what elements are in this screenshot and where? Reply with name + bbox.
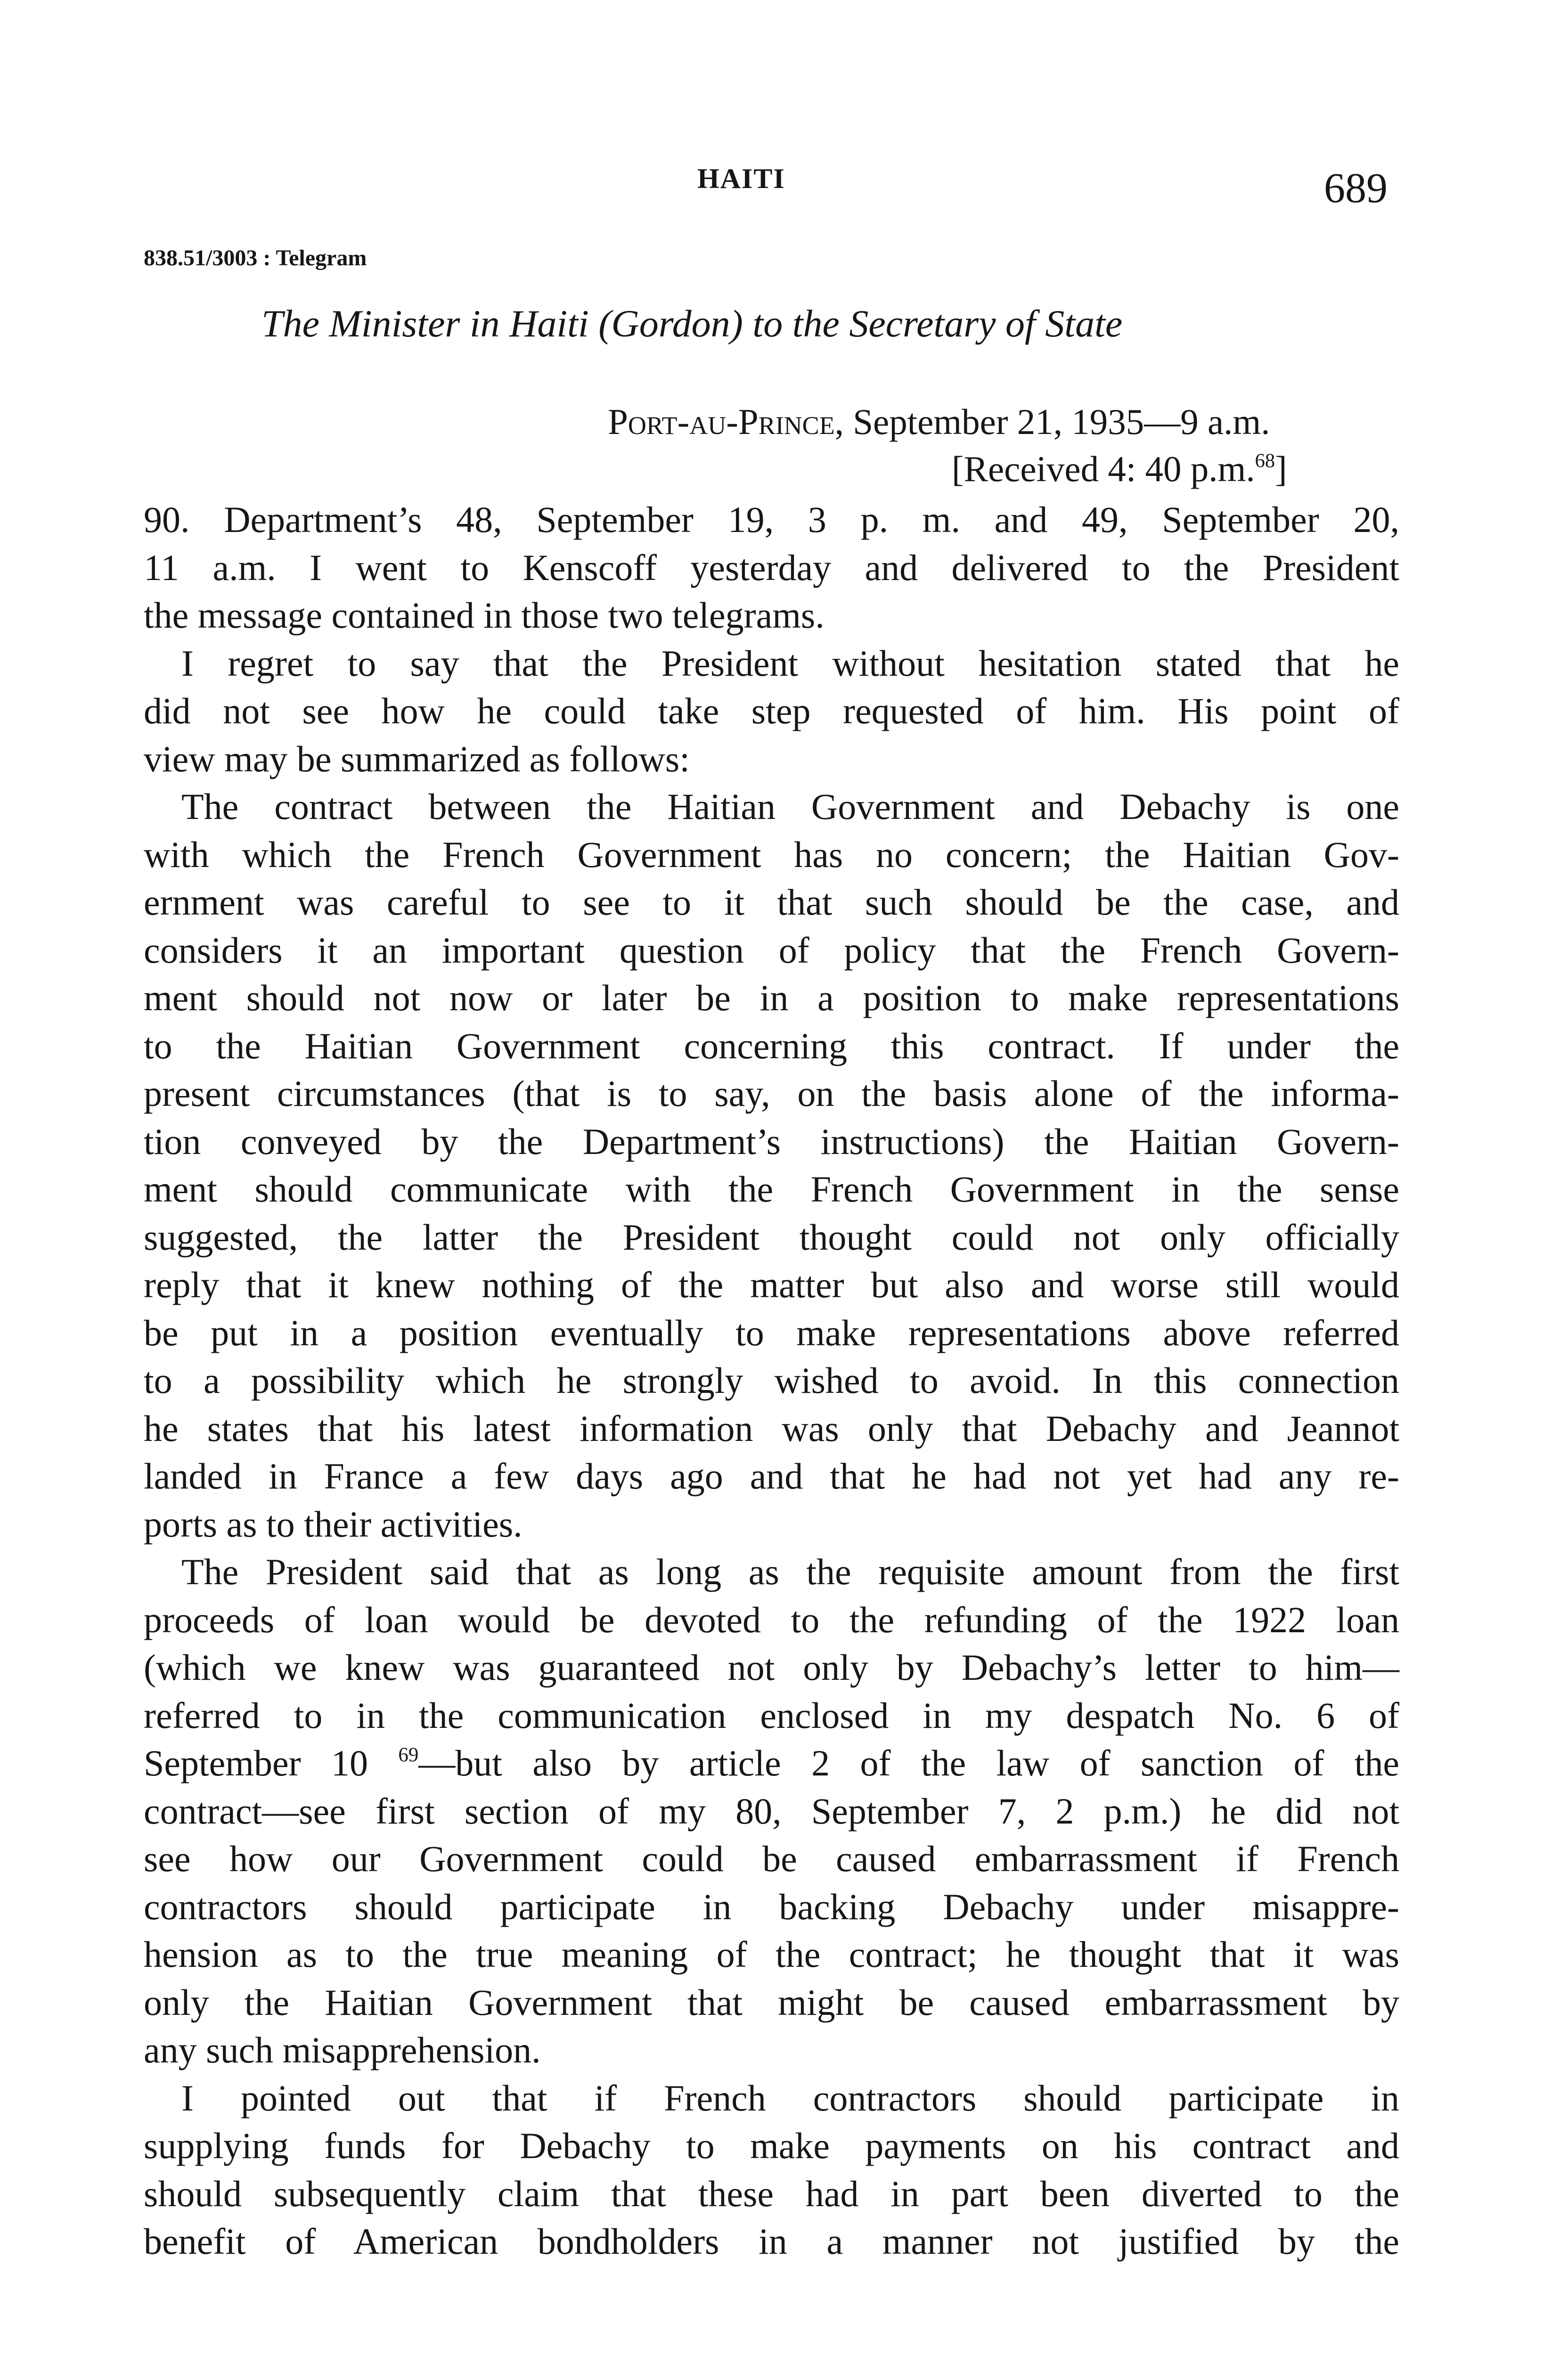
body-line-head: September 10 — [144, 1742, 368, 1783]
body-line: The contract between the Haitian Government and Debachy is one — [181, 786, 1399, 827]
body-line: referred to in the communication enclosed in my despatch No. 6 of — [144, 1694, 1399, 1736]
body-line: The President said that as long as the requisite amount from the first — [181, 1551, 1399, 1592]
body-line: benefit of American bondholders in a manner not justified by the — [144, 2221, 1399, 2262]
dateline-place: Port-au-Prince, — [608, 401, 844, 442]
body-line: I regret to say that the President without hesitation stated that he — [181, 642, 1399, 684]
body-line: the message contained in those two telegrams. — [144, 595, 825, 636]
body-line: ernment was careful to see to it that such should be the case, and — [144, 882, 1399, 923]
running-head: HAITI — [697, 163, 785, 194]
footnote-ref-69: 69 — [398, 1743, 419, 1766]
body-line-tail: —but also by article 2 of the law of sanction of the — [418, 1742, 1400, 1783]
body-line: ports as to their activities. — [144, 1503, 523, 1545]
body-line: landed in France a few days ago and that he had not yet had any re- — [144, 1456, 1399, 1497]
body-line: view may be summarized as follows: — [144, 738, 690, 779]
body-line: reply that it knew nothing of the matter but also and worse still would — [144, 1264, 1399, 1305]
body-line: ment should communicate with the French Government in the sense — [144, 1169, 1399, 1210]
body-line: contract—see first section of my 80, September 7, 2 p.m.) he did not — [144, 1790, 1399, 1832]
body-line: present circumstances (that is to say, on the basis alone of the informa- — [144, 1073, 1399, 1114]
dateline-date: September 21, 1935—9 a.m. — [843, 401, 1270, 442]
body-line: I pointed out that if French contractors should participate in — [181, 2077, 1399, 2119]
body-line: proceeds of loan would be devoted to the refunding of the 1922 loan — [144, 1599, 1399, 1640]
body-line: (which we knew was guaranteed not only by Debachy’s letter to him— — [144, 1647, 1399, 1688]
received-text: [Received 4: 40 p.m. — [952, 449, 1255, 489]
body-line: with which the French Government has no concern; the Haitian Gov- — [144, 834, 1399, 875]
body-line: 11 a.m. I went to Kenscoff yesterday and delivered to the President — [144, 547, 1399, 588]
telegram-body — [144, 496, 1399, 2266]
body-line: only the Haitian Government that might be caused embarrassment by — [144, 1981, 1399, 2023]
footnote-ref-68: 68 — [1255, 450, 1275, 472]
body-line-with-note — [144, 1739, 1399, 1787]
body-line: be put in a position eventually to make representations above referred — [144, 1312, 1399, 1353]
body-line: supplying funds for Debachy to make payments on his contract and — [144, 2125, 1399, 2166]
dateline — [608, 398, 1270, 445]
file-reference: 838.51/3003 : Telegram — [144, 245, 367, 270]
received-line — [952, 445, 1287, 492]
body-line: to the Haitian Government concerning this contract. If under the — [144, 1025, 1399, 1066]
received-close: ] — [1274, 449, 1287, 489]
body-line: did not see how he could take step requested of him. His point of — [144, 690, 1399, 731]
body-line: ment should not now or later be in a position to make representations — [144, 977, 1399, 1018]
body-line: any such misapprehension. — [144, 2029, 541, 2070]
body-line: he states that his latest information was only that Debachy and Jeannot — [144, 1407, 1399, 1449]
body-line: see how our Government could be caused embarrassment if French — [144, 1838, 1399, 1879]
page-number: 689 — [1324, 165, 1388, 212]
body-line: 90. Department’s 48, September 19, 3 p. m. and 49, September 20, — [144, 499, 1399, 540]
body-line: hension as to the true meaning of the contract; he thought that it was — [144, 1934, 1399, 1975]
body-line: tion conveyed by the Department’s instructions) the Haitian Govern- — [144, 1121, 1399, 1162]
body-line: suggested, the latter the President thought could not only officially — [144, 1216, 1399, 1258]
body-line: contractors should participate in backing Debachy under misappre- — [144, 1886, 1399, 1927]
body-line: should subsequently claim that these had in part been diverted to the — [144, 2173, 1399, 2214]
body-line: to a possibility which he strongly wished to avoid. In this connection — [144, 1360, 1399, 1401]
document-heading: The Minister in Haiti (Gordon) to the Secretary of State — [261, 302, 1123, 345]
body-line: considers it an important question of policy that the French Govern- — [144, 929, 1399, 971]
